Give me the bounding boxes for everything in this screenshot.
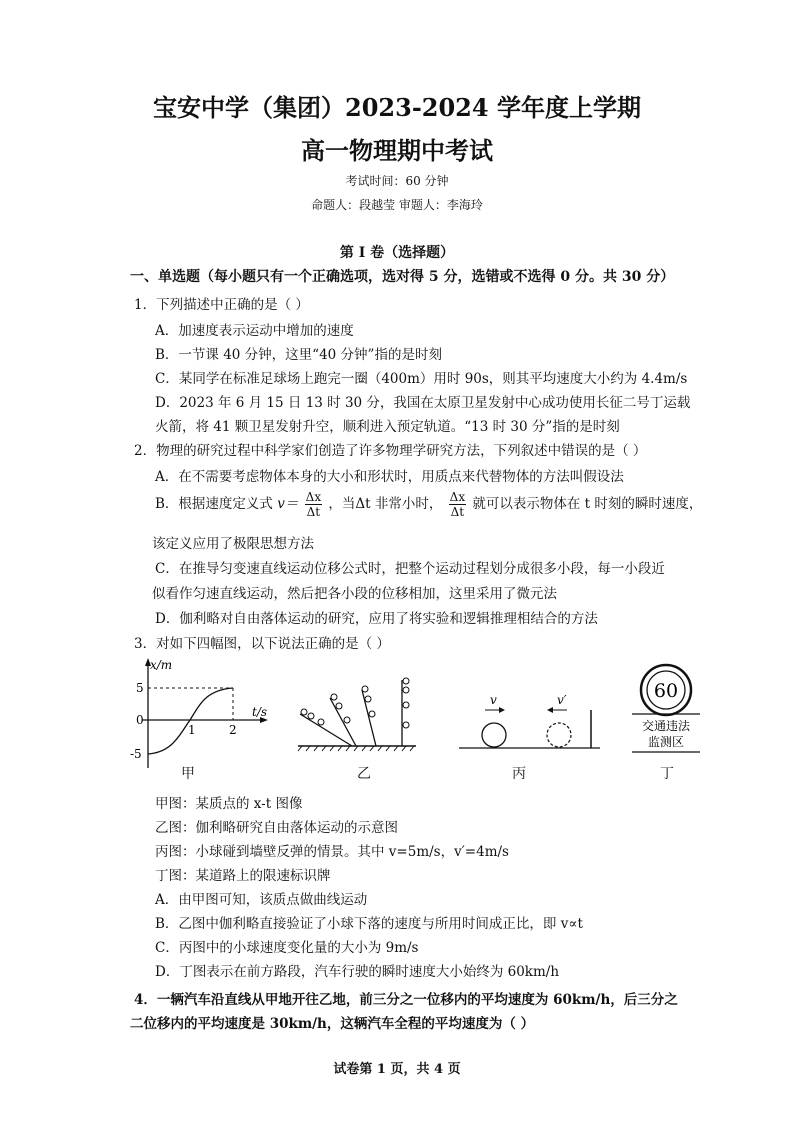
rolling-balls xyxy=(301,678,409,728)
q2-b-prefix: B．根据速度定义式 xyxy=(155,496,273,512)
q2-option-d: D．伽利略对自由落体运动的研究，应用了将实验和逻辑推理相结合的方法 xyxy=(155,611,598,627)
q1-stem: 1．下列描述中正确的是（ ） xyxy=(134,297,309,313)
q2-fraction-2 xyxy=(449,490,466,519)
q2-b-middle: ，当Δt 非常小时， xyxy=(328,496,443,512)
figure-caption-jia: 甲 xyxy=(181,766,195,782)
velocity-arrowhead-left xyxy=(547,707,553,713)
figure-galileo-inclines xyxy=(292,676,422,752)
exam-subtitle: 高一物理期中考试 xyxy=(301,136,493,165)
q4-stem-line1: 4．一辆汽车沿直线从甲地开往乙地，前三分之一位移内的平均速度为 60km/h，后三分之 xyxy=(134,992,678,1008)
section-heading: 一、单选题（每小题只有一个正确选项，选对得 5 分，选错或不选得 0 分。共 30 分） xyxy=(130,269,675,285)
label-v: v xyxy=(490,693,497,707)
fraction-numerator: Δx xyxy=(305,490,322,504)
ball-rebound xyxy=(547,723,571,747)
fraction-denominator: Δt xyxy=(306,505,321,519)
tick-y-0: 0 xyxy=(136,713,144,727)
tick-y-5: 5 xyxy=(136,681,144,695)
speed-limit-value: 60 xyxy=(653,680,679,702)
tick-x-2: 2 xyxy=(229,723,237,737)
q1-option-c: C．某同学在标准足球场上跑完一圈（400m）用时 90s，则其平均速度大小约为 4.4m/s xyxy=(155,371,688,387)
q1-option-a: A．加速度表示运动中增加的速度 xyxy=(155,323,354,339)
incline-3 xyxy=(362,690,376,746)
exam-title: 宝安中学（集团）2023-2024 学年度上学期 xyxy=(153,93,641,122)
figure-caption-ding: 丁 xyxy=(660,766,674,782)
q4-stem-line2: 二位移内的平均速度是 30km/h，这辆汽车全程的平均速度为（ ） xyxy=(130,1016,535,1032)
figure-caption-bing: 丙 xyxy=(512,766,526,782)
q2-stem: 2．物理的研究过程中科学家们创造了许多物理学研究方法，下列叙述中错误的是（ ） xyxy=(134,443,647,459)
q3-desc-jia: 甲图：某质点的 x-t 图像 xyxy=(155,796,303,812)
y-axis-label: x/m xyxy=(150,658,173,672)
x-axis-label: t/s xyxy=(252,705,268,719)
q3-option-a: A．由甲图可知，该质点做曲线运动 xyxy=(155,892,368,908)
velocity-arrowhead-right xyxy=(499,707,505,713)
q2-option-b-line1 xyxy=(155,490,702,519)
ball-incoming xyxy=(482,723,506,747)
q2-option-a: A．在不需要考虑物体本身的大小和形状时，用质点来代替物体的方法叫假设法 xyxy=(155,469,624,485)
q3-option-c: C．丙图中的小球速度变化量的大小为 9m/s xyxy=(155,940,419,956)
section-title: 第 I 卷（选择题） xyxy=(339,245,455,261)
sign-text-line1: 交通违法 xyxy=(641,719,691,733)
page-footer: 试卷第 1 页，共 4 页 xyxy=(333,1062,461,1077)
figure-caption-yi: 乙 xyxy=(357,766,371,782)
q2-b-suffix: 就可以表示物体在 t 时刻的瞬时速度， xyxy=(472,496,703,512)
fraction-denominator: Δt xyxy=(450,505,465,519)
q3-desc-ding: 丁图：某道路上的限速标识牌 xyxy=(155,868,331,884)
fraction-numerator: Δx xyxy=(449,490,466,504)
tick-x-1: 1 xyxy=(188,723,196,737)
xt-curve xyxy=(148,688,233,754)
q2-option-b-line2: 该定义应用了极限思想方法 xyxy=(152,536,314,552)
q1-option-d-line1: D．2023 年 6 月 15 日 13 时 30 分，我国在太原卫星发射中心成功使用长征二号丁运载 xyxy=(155,395,691,411)
q3-desc-yi: 乙图：伽利略研究自由落体运动的示意图 xyxy=(155,820,398,836)
q3-option-d: D．丁图表示在前方路段，汽车行驶的瞬时速度大小始终为 60km/h xyxy=(155,964,560,980)
incline-2 xyxy=(330,698,356,746)
q2-fraction-1 xyxy=(305,490,322,519)
exam-authors: 命题人：段越莹 审题人：李海玲 xyxy=(311,198,483,212)
q1-option-d-line2: 火箭，将 41 颗卫星发射升空，顺利进入预定轨道。“13 时 30 分”指的是时刻 xyxy=(155,419,620,435)
tick-y-neg5: -5 xyxy=(130,747,142,761)
figure-speed-sign xyxy=(628,662,704,758)
q3-desc-bing: 丙图：小球碰到墙壁反弹的情景。其中 v=5m/s，v′=4m/s xyxy=(155,844,509,860)
q2-option-c-line2: 似看作匀速直线运动，然后把各小段的位移相加，这里采用了微元法 xyxy=(152,586,557,602)
sign-text-line2: 监测区 xyxy=(647,735,685,749)
q3-stem: 3．对如下四幅图，以下说法正确的是（ ） xyxy=(134,636,390,652)
q3-option-b: B．乙图中伽利略直接验证了小球下落的速度与所用时间成正比，即 v∝t xyxy=(155,916,583,932)
q2-option-c-line1: C．在推导匀变速直线运动位移公式时，把整个运动过程划分成很多小段，每一小段近 xyxy=(155,561,665,577)
figure-xt-graph xyxy=(128,654,278,774)
label-v-prime: v′ xyxy=(557,693,567,707)
figure-ball-wall xyxy=(455,690,605,754)
q2-b-v: v＝ xyxy=(277,496,299,512)
exam-time: 考试时间：60 分钟 xyxy=(345,174,449,188)
q1-option-b: B．一节课 40 分钟，这里“40 分钟”指的是时刻 xyxy=(155,347,442,363)
